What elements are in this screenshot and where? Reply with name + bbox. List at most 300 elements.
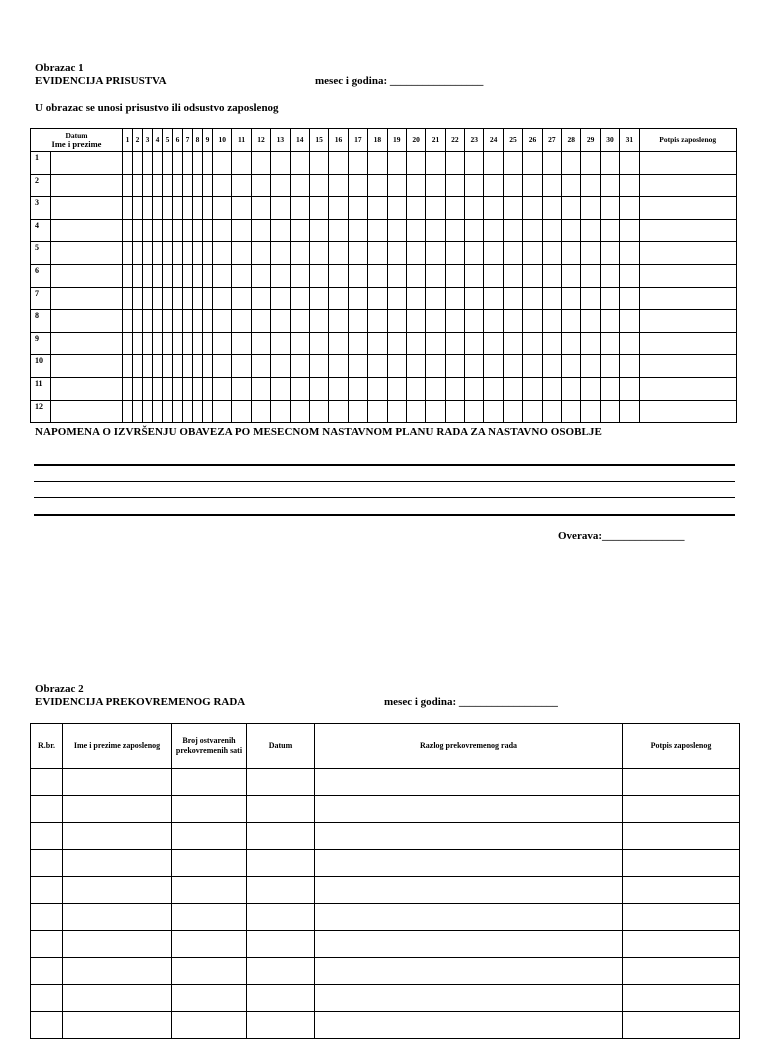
attendance-cell[interactable] [542,264,561,287]
attendance-cell[interactable] [406,355,425,378]
attendance-cell[interactable] [290,355,309,378]
attendance-cell[interactable] [213,310,232,333]
overtime-cell[interactable] [63,958,172,985]
attendance-cell[interactable] [562,332,581,355]
attendance-cell[interactable] [309,152,328,175]
attendance-cell[interactable] [183,310,193,333]
attendance-cell[interactable] [445,287,464,310]
attendance-cell[interactable] [173,264,183,287]
attendance-cell[interactable] [143,264,153,287]
attendance-cell[interactable] [203,219,213,242]
attendance-cell[interactable] [183,264,193,287]
overtime-cell[interactable] [247,985,315,1012]
attendance-cell[interactable] [406,310,425,333]
attendance-cell[interactable] [348,264,367,287]
attendance-cell[interactable] [542,242,561,265]
attendance-cell[interactable] [445,174,464,197]
attendance-cell[interactable] [348,355,367,378]
overtime-cell[interactable] [247,958,315,985]
overtime-cell[interactable] [623,850,740,877]
attendance-cell[interactable] [426,152,445,175]
attendance-cell[interactable] [368,332,387,355]
attendance-cell[interactable] [251,219,270,242]
attendance-cell[interactable] [348,242,367,265]
attendance-cell[interactable] [484,355,503,378]
attendance-cell[interactable] [163,219,173,242]
attendance-cell[interactable] [503,174,522,197]
attendance-cell[interactable] [406,242,425,265]
attendance-cell[interactable] [133,219,143,242]
overtime-cell[interactable] [315,850,623,877]
attendance-cell[interactable] [406,332,425,355]
attendance-cell[interactable] [387,197,406,220]
overtime-cell[interactable] [315,1012,623,1039]
attendance-cell[interactable] [445,264,464,287]
overtime-cell[interactable] [172,985,247,1012]
attendance-cell[interactable] [290,174,309,197]
attendance-cell[interactable] [503,287,522,310]
attendance-cell[interactable] [271,377,290,400]
attendance-cell[interactable] [173,377,183,400]
attendance-cell[interactable] [503,264,522,287]
attendance-cell[interactable] [173,174,183,197]
attendance-cell[interactable] [523,242,542,265]
attendance-cell[interactable] [290,197,309,220]
attendance-cell[interactable] [123,152,133,175]
attendance-cell[interactable] [153,242,163,265]
attendance-cell[interactable] [193,400,203,423]
attendance-cell[interactable] [123,377,133,400]
attendance-cell[interactable] [251,332,270,355]
attendance-cell[interactable] [581,174,600,197]
attendance-cell[interactable] [387,332,406,355]
attendance-cell[interactable] [133,174,143,197]
signature-cell[interactable] [639,355,736,378]
attendance-cell[interactable] [123,242,133,265]
attendance-cell[interactable] [426,355,445,378]
attendance-cell[interactable] [232,355,251,378]
attendance-cell[interactable] [562,197,581,220]
attendance-cell[interactable] [387,310,406,333]
attendance-cell[interactable] [542,197,561,220]
signature-cell[interactable] [639,174,736,197]
attendance-cell[interactable] [387,264,406,287]
overtime-cell[interactable] [63,769,172,796]
attendance-cell[interactable] [348,310,367,333]
attendance-cell[interactable] [193,174,203,197]
attendance-cell[interactable] [465,377,484,400]
row-name-cell[interactable] [31,400,123,423]
signature-cell[interactable] [639,377,736,400]
attendance-cell[interactable] [183,400,193,423]
overtime-cell[interactable] [172,931,247,958]
attendance-cell[interactable] [271,355,290,378]
attendance-cell[interactable] [309,355,328,378]
attendance-cell[interactable] [203,332,213,355]
attendance-cell[interactable] [523,197,542,220]
attendance-cell[interactable] [329,355,348,378]
attendance-cell[interactable] [213,332,232,355]
attendance-cell[interactable] [213,287,232,310]
attendance-cell[interactable] [251,152,270,175]
attendance-cell[interactable] [309,400,328,423]
attendance-cell[interactable] [406,264,425,287]
attendance-cell[interactable] [173,310,183,333]
attendance-cell[interactable] [581,287,600,310]
attendance-cell[interactable] [203,377,213,400]
attendance-cell[interactable] [251,377,270,400]
attendance-cell[interactable] [329,287,348,310]
attendance-cell[interactable] [465,264,484,287]
attendance-cell[interactable] [133,152,143,175]
attendance-cell[interactable] [309,242,328,265]
attendance-cell[interactable] [153,355,163,378]
attendance-cell[interactable] [348,377,367,400]
attendance-cell[interactable] [251,310,270,333]
attendance-cell[interactable] [387,377,406,400]
attendance-cell[interactable] [203,264,213,287]
attendance-cell[interactable] [203,242,213,265]
attendance-cell[interactable] [213,197,232,220]
attendance-cell[interactable] [271,264,290,287]
attendance-cell[interactable] [620,242,639,265]
attendance-cell[interactable] [581,152,600,175]
attendance-cell[interactable] [271,197,290,220]
attendance-cell[interactable] [484,197,503,220]
attendance-cell[interactable] [183,152,193,175]
attendance-cell[interactable] [484,264,503,287]
attendance-cell[interactable] [600,197,619,220]
attendance-cell[interactable] [153,264,163,287]
attendance-cell[interactable] [153,377,163,400]
attendance-cell[interactable] [232,310,251,333]
overtime-cell[interactable] [247,877,315,904]
attendance-cell[interactable] [163,264,173,287]
attendance-cell[interactable] [542,400,561,423]
attendance-cell[interactable] [445,152,464,175]
attendance-cell[interactable] [562,310,581,333]
attendance-cell[interactable] [406,174,425,197]
attendance-cell[interactable] [153,174,163,197]
overtime-cell[interactable] [247,904,315,931]
attendance-cell[interactable] [465,355,484,378]
overtime-cell[interactable] [172,850,247,877]
overtime-cell[interactable] [247,1012,315,1039]
attendance-cell[interactable] [183,377,193,400]
signature-cell[interactable] [639,332,736,355]
attendance-cell[interactable] [251,264,270,287]
attendance-cell[interactable] [163,400,173,423]
attendance-cell[interactable] [329,174,348,197]
overtime-cell[interactable] [31,796,63,823]
attendance-cell[interactable] [173,332,183,355]
attendance-cell[interactable] [620,400,639,423]
attendance-cell[interactable] [329,197,348,220]
attendance-cell[interactable] [329,332,348,355]
attendance-cell[interactable] [251,355,270,378]
attendance-cell[interactable] [183,219,193,242]
attendance-cell[interactable] [368,355,387,378]
attendance-cell[interactable] [153,400,163,423]
attendance-cell[interactable] [203,174,213,197]
row-name-cell[interactable] [31,197,123,220]
attendance-cell[interactable] [193,197,203,220]
attendance-cell[interactable] [309,377,328,400]
attendance-cell[interactable] [309,310,328,333]
attendance-cell[interactable] [581,242,600,265]
attendance-cell[interactable] [620,332,639,355]
attendance-cell[interactable] [193,310,203,333]
overtime-cell[interactable] [623,958,740,985]
attendance-cell[interactable] [484,332,503,355]
attendance-cell[interactable] [213,174,232,197]
row-name-cell[interactable] [31,152,123,175]
attendance-cell[interactable] [600,287,619,310]
attendance-cell[interactable] [426,219,445,242]
attendance-cell[interactable] [123,332,133,355]
attendance-cell[interactable] [213,242,232,265]
overtime-cell[interactable] [172,958,247,985]
attendance-cell[interactable] [123,264,133,287]
attendance-cell[interactable] [143,174,153,197]
signature-cell[interactable] [639,400,736,423]
attendance-cell[interactable] [426,287,445,310]
attendance-cell[interactable] [329,310,348,333]
overtime-cell[interactable] [172,1012,247,1039]
attendance-cell[interactable] [143,287,153,310]
attendance-cell[interactable] [503,310,522,333]
attendance-cell[interactable] [213,264,232,287]
signature-cell[interactable] [639,152,736,175]
attendance-cell[interactable] [133,310,143,333]
attendance-cell[interactable] [153,219,163,242]
attendance-cell[interactable] [290,287,309,310]
attendance-cell[interactable] [193,287,203,310]
attendance-cell[interactable] [387,242,406,265]
attendance-cell[interactable] [581,264,600,287]
signature-cell[interactable] [639,197,736,220]
attendance-cell[interactable] [290,264,309,287]
attendance-cell[interactable] [123,310,133,333]
attendance-cell[interactable] [465,219,484,242]
attendance-cell[interactable] [503,400,522,423]
attendance-cell[interactable] [203,197,213,220]
attendance-cell[interactable] [465,242,484,265]
attendance-cell[interactable] [163,242,173,265]
attendance-cell[interactable] [213,219,232,242]
attendance-cell[interactable] [309,219,328,242]
attendance-cell[interactable] [290,152,309,175]
attendance-cell[interactable] [542,174,561,197]
attendance-cell[interactable] [203,287,213,310]
attendance-cell[interactable] [153,197,163,220]
attendance-cell[interactable] [542,219,561,242]
overtime-cell[interactable] [247,796,315,823]
attendance-cell[interactable] [465,152,484,175]
attendance-cell[interactable] [143,377,153,400]
attendance-cell[interactable] [329,242,348,265]
attendance-cell[interactable] [213,355,232,378]
overtime-cell[interactable] [623,904,740,931]
overtime-cell[interactable] [63,931,172,958]
attendance-cell[interactable] [143,332,153,355]
attendance-cell[interactable] [368,287,387,310]
attendance-cell[interactable] [348,174,367,197]
attendance-cell[interactable] [542,152,561,175]
attendance-cell[interactable] [232,174,251,197]
attendance-cell[interactable] [387,287,406,310]
attendance-cell[interactable] [203,310,213,333]
attendance-cell[interactable] [173,242,183,265]
attendance-cell[interactable] [484,377,503,400]
overtime-cell[interactable] [247,769,315,796]
attendance-cell[interactable] [445,377,464,400]
attendance-cell[interactable] [193,264,203,287]
attendance-cell[interactable] [523,174,542,197]
attendance-cell[interactable] [426,332,445,355]
overtime-cell[interactable] [623,931,740,958]
attendance-cell[interactable] [426,174,445,197]
attendance-cell[interactable] [503,197,522,220]
attendance-cell[interactable] [173,219,183,242]
attendance-cell[interactable] [163,197,173,220]
overtime-cell[interactable] [63,850,172,877]
attendance-cell[interactable] [348,332,367,355]
attendance-cell[interactable] [368,152,387,175]
attendance-cell[interactable] [213,400,232,423]
attendance-cell[interactable] [620,152,639,175]
attendance-cell[interactable] [163,152,173,175]
overtime-cell[interactable] [31,850,63,877]
attendance-cell[interactable] [232,242,251,265]
signature-cell[interactable] [639,264,736,287]
attendance-cell[interactable] [251,400,270,423]
row-name-cell[interactable] [31,377,123,400]
attendance-cell[interactable] [348,400,367,423]
attendance-cell[interactable] [133,264,143,287]
attendance-cell[interactable] [600,242,619,265]
attendance-cell[interactable] [368,197,387,220]
attendance-cell[interactable] [387,400,406,423]
attendance-cell[interactable] [445,355,464,378]
attendance-cell[interactable] [542,310,561,333]
attendance-cell[interactable] [133,400,143,423]
attendance-cell[interactable] [581,377,600,400]
attendance-cell[interactable] [203,152,213,175]
attendance-cell[interactable] [600,219,619,242]
attendance-cell[interactable] [153,287,163,310]
overtime-cell[interactable] [31,958,63,985]
attendance-cell[interactable] [523,219,542,242]
attendance-cell[interactable] [232,400,251,423]
attendance-cell[interactable] [232,264,251,287]
attendance-cell[interactable] [600,174,619,197]
attendance-cell[interactable] [290,219,309,242]
attendance-cell[interactable] [600,310,619,333]
attendance-cell[interactable] [163,377,173,400]
attendance-cell[interactable] [620,174,639,197]
overtime-cell[interactable] [315,823,623,850]
overtime-cell[interactable] [63,904,172,931]
row-name-cell[interactable] [31,219,123,242]
attendance-cell[interactable] [133,332,143,355]
attendance-cell[interactable] [271,332,290,355]
attendance-cell[interactable] [445,219,464,242]
attendance-cell[interactable] [251,197,270,220]
signature-cell[interactable] [639,310,736,333]
attendance-cell[interactable] [406,377,425,400]
attendance-cell[interactable] [271,174,290,197]
attendance-cell[interactable] [523,310,542,333]
attendance-cell[interactable] [251,287,270,310]
attendance-cell[interactable] [290,332,309,355]
attendance-cell[interactable] [368,174,387,197]
overtime-cell[interactable] [315,931,623,958]
overtime-cell[interactable] [623,823,740,850]
attendance-cell[interactable] [484,287,503,310]
attendance-cell[interactable] [309,332,328,355]
overtime-cell[interactable] [315,985,623,1012]
attendance-cell[interactable] [163,174,173,197]
overtime-cell[interactable] [31,877,63,904]
attendance-cell[interactable] [153,332,163,355]
attendance-cell[interactable] [581,310,600,333]
overtime-cell[interactable] [315,958,623,985]
attendance-cell[interactable] [523,400,542,423]
attendance-cell[interactable] [309,197,328,220]
attendance-cell[interactable] [426,264,445,287]
attendance-cell[interactable] [143,219,153,242]
attendance-cell[interactable] [426,310,445,333]
attendance-cell[interactable] [163,355,173,378]
attendance-cell[interactable] [153,310,163,333]
attendance-cell[interactable] [503,242,522,265]
attendance-cell[interactable] [620,287,639,310]
attendance-cell[interactable] [193,152,203,175]
attendance-cell[interactable] [133,377,143,400]
attendance-cell[interactable] [271,287,290,310]
attendance-cell[interactable] [368,219,387,242]
attendance-cell[interactable] [523,264,542,287]
overtime-cell[interactable] [63,823,172,850]
overtime-cell[interactable] [31,904,63,931]
attendance-cell[interactable] [251,242,270,265]
attendance-cell[interactable] [562,219,581,242]
overtime-cell[interactable] [31,769,63,796]
attendance-cell[interactable] [271,152,290,175]
attendance-cell[interactable] [368,264,387,287]
attendance-cell[interactable] [271,242,290,265]
attendance-cell[interactable] [620,197,639,220]
row-name-cell[interactable] [31,174,123,197]
row-name-cell[interactable] [31,264,123,287]
attendance-cell[interactable] [387,355,406,378]
row-name-cell[interactable] [31,287,123,310]
attendance-cell[interactable] [484,174,503,197]
attendance-cell[interactable] [173,287,183,310]
attendance-cell[interactable] [445,242,464,265]
attendance-cell[interactable] [484,152,503,175]
attendance-cell[interactable] [523,377,542,400]
attendance-cell[interactable] [183,332,193,355]
attendance-cell[interactable] [542,287,561,310]
overtime-cell[interactable] [247,823,315,850]
attendance-cell[interactable] [133,287,143,310]
attendance-cell[interactable] [143,310,153,333]
overtime-cell[interactable] [247,931,315,958]
attendance-cell[interactable] [426,197,445,220]
overtime-cell[interactable] [623,769,740,796]
